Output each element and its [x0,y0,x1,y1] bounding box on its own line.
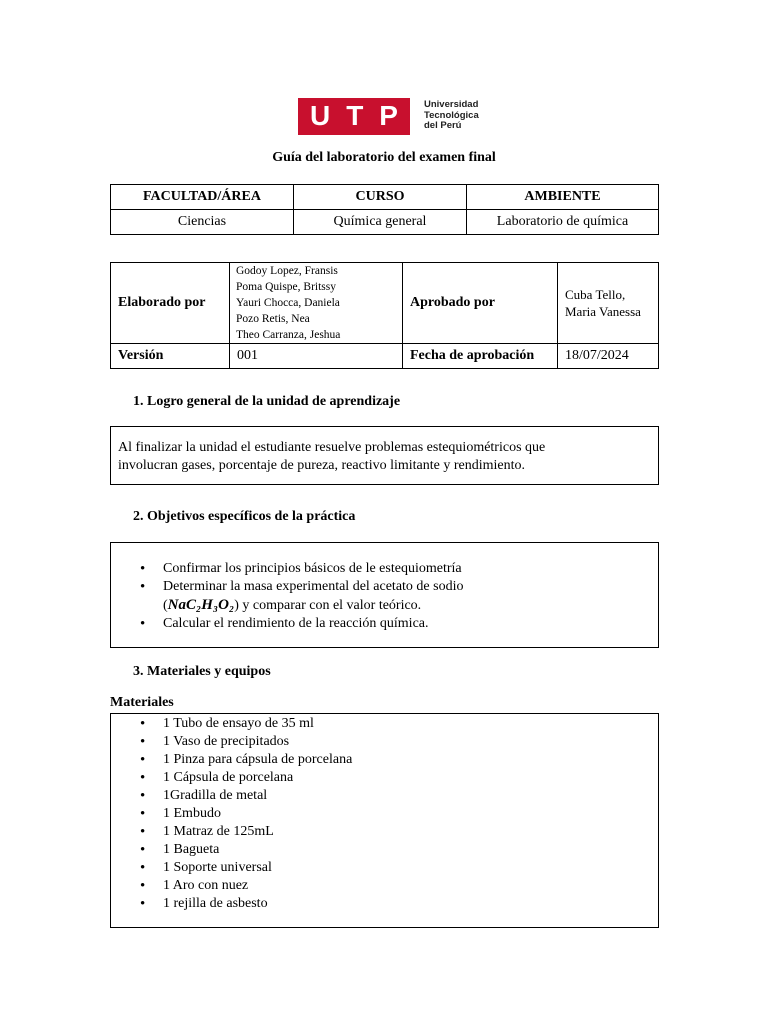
section-1-line-1: Al finalizar la unidad el estudiante resuelve problemas estequiométricos que [118,440,546,455]
objective-2-rest: y comparar con el valor teórico. [238,598,422,613]
utp-logo [298,97,479,135]
authors-cell [230,263,403,344]
material-item: • 1 Pinza para cápsula de porcelana [111,751,658,769]
section-1-line-2: involucran gases, porcentaje de pureza, reactivo limitante y rendimiento. [118,458,526,473]
utp-logo-mark [298,98,410,135]
info-value-row [111,210,659,235]
version-value: 001 [230,344,403,369]
header-ambiente: AMBIENTE [467,185,659,210]
material-item: • 1 Aro con nuez [111,877,658,895]
objective-item: • Confirmar los principios básicos de le estequiometría [111,560,658,578]
material-item: • 1 rejilla de asbesto [111,895,658,913]
version-label: Versión [111,344,230,369]
logo-letter-u: U [309,100,331,131]
section-1-title: 1. Logro general de la unidad de aprendizaje [133,394,401,409]
sodium-acetate-formula: NaC₂H₃O₂ [167,597,235,613]
author-1: Godoy Lopez, Fransis [236,265,338,277]
material-item: • 1 Matraz de 125mL [111,823,658,841]
header-facultad: FACULTAD/ÁREA [111,185,294,210]
section-2-title: 2. Objetivos específicos de la práctica [133,509,356,524]
author-2: Poma Quispe, Britssy [236,281,336,293]
logo-letter-t: T [346,100,364,131]
objective-item: • Determinar la masa experimental del acetato de sodio (NaC₂H₃O₂) y comparar con el valor teórico. [111,578,658,615]
author-5: Theo Carranza, Jeshua [236,329,341,341]
value-curso: Química general [294,210,467,235]
objectives-list [111,560,658,633]
version-row [111,344,659,369]
logo-line-1: Universidad [424,99,479,111]
info-header-row [111,185,659,210]
material-item: • 1 Vaso de precipitados [111,733,658,751]
value-ambiente: Laboratorio de química [467,210,659,235]
objective-2-line-1: Determinar la masa experimental del acetato de sodio [163,579,464,594]
logo-letter-p: P [379,100,398,131]
info-table [110,184,659,235]
material-item: • 1 Soporte universal [111,859,658,877]
aprobado-line-1: Cuba Tello, [565,287,626,302]
document-title: Guía del laboratorio del examen final [272,150,496,165]
header-curso: CURSO [294,185,467,210]
materiales-label: Materiales [110,695,174,710]
material-item: • 1 Bagueta [111,841,658,859]
objective-item: • Calcular el rendimiento de la reacción química. [111,615,658,633]
section-2-box [110,542,659,648]
logo-line-3: del Perú [424,120,462,132]
elaborado-label: Elaborado por [111,263,230,344]
author-4: Pozo Retis, Nea [236,313,310,325]
section-1-box [110,426,659,485]
material-item: • 1 Embudo [111,805,658,823]
value-facultad: Ciencias [111,210,294,235]
section-3-title: 3. Materiales y equipos [133,664,271,679]
material-item: • 1Gradilla de metal [111,787,658,805]
author-3: Yauri Chocca, Daniela [236,297,340,309]
logo-line-2: Tecnológica [424,109,479,121]
approval-table [110,262,659,369]
material-item: • 1 Tubo de ensayo de 35 ml [111,715,658,733]
aprobado-value [558,263,659,344]
aprobado-line-2: Maria Vanessa [565,304,641,319]
materials-list [111,715,658,913]
aprobado-label: Aprobado por [403,263,558,344]
fecha-label: Fecha de aprobación [403,344,558,369]
material-item: • 1 Cápsula de porcelana [111,769,658,787]
materials-box [110,713,659,928]
authors-row [111,263,659,344]
fecha-value: 18/07/2024 [558,344,659,369]
logo-university-name [424,100,479,132]
